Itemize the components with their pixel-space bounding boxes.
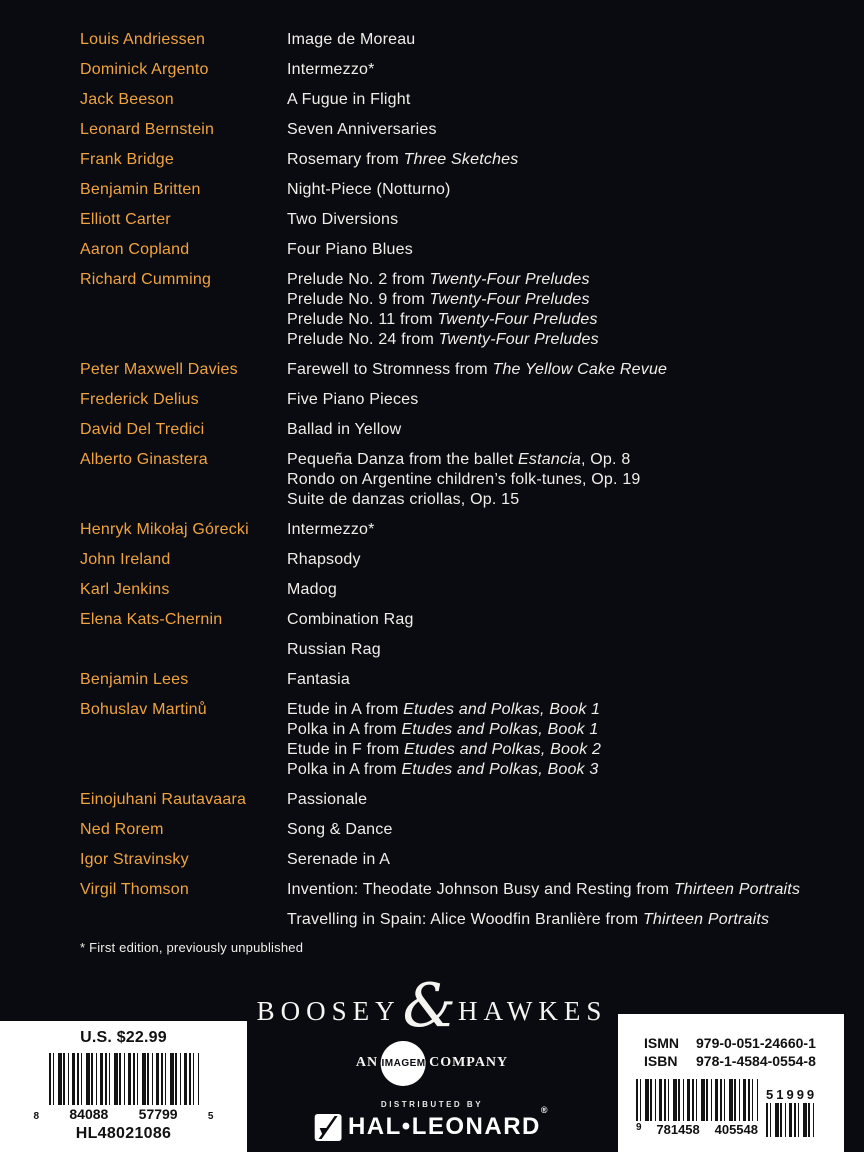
work-title-line: Song & Dance <box>287 821 393 838</box>
composer-name: Ned Rorem <box>80 821 164 838</box>
catalog-row <box>80 150 834 170</box>
catalog-row <box>80 270 834 350</box>
work-titles <box>287 910 834 930</box>
work-titles <box>287 180 834 200</box>
composer-name: Igor Stravinsky <box>80 851 189 868</box>
catalog-row <box>80 580 834 600</box>
work-title-line: A Fugue in Flight <box>287 91 411 108</box>
isbn-barcode-panel <box>618 1014 844 1152</box>
composer-name: Elena Kats-Chernin <box>80 611 223 628</box>
ismn-row <box>644 1034 844 1052</box>
catalog-row <box>80 60 834 80</box>
footnote: * First edition, previously unpublished <box>80 940 304 955</box>
work-title-line: Image de Moreau <box>287 31 416 48</box>
registered-mark: ® <box>540 1105 550 1115</box>
work-title-line: Rhapsody <box>287 551 361 568</box>
work-title-line: Intermezzo* <box>287 521 375 538</box>
composer-name: Frederick Delius <box>80 391 199 408</box>
catalog-list <box>80 30 834 955</box>
ean-group1: 781458 <box>656 1122 700 1137</box>
work-title-line: Rondo on Argentine children’s folk-tunes, Op. 19 <box>287 471 641 488</box>
ean-barcode-row <box>636 1079 844 1137</box>
catalog-row <box>80 240 834 260</box>
work-titles <box>287 550 834 570</box>
work-title-line: Night-Piece (Notturno) <box>287 181 451 198</box>
composer-name: Jack Beeson <box>80 91 174 108</box>
hawkes-wordmark: HAWKES <box>458 995 608 1026</box>
work-title-line: Etude in A from Etudes and Polkas, Book 1 <box>287 701 601 718</box>
catalog-row <box>80 450 834 510</box>
composer-name: Peter Maxwell Davies <box>80 361 238 378</box>
upc-group1: 84088 <box>69 1106 109 1122</box>
catalog-row <box>80 120 834 140</box>
composer-name: Benjamin Lees <box>80 671 189 688</box>
composer-name: Virgil Thomson <box>80 881 189 898</box>
composer-name: Elliott Carter <box>80 211 171 228</box>
composer-name: Louis Andriessen <box>80 31 206 48</box>
hal-leonard-quill-icon <box>315 1114 342 1141</box>
ean-digits <box>636 1122 758 1137</box>
catalog-number: HL48021086 <box>75 1125 172 1142</box>
composer-name: Dominick Argento <box>80 61 209 78</box>
price-barcode-panel <box>0 1021 247 1152</box>
ismn-isbn-block <box>644 1034 844 1070</box>
work-title-line: Russian Rag <box>287 641 381 658</box>
ean-lead-digit: 9 <box>636 1122 642 1133</box>
work-titles <box>287 520 834 540</box>
composer-name: Einojuhani Rautavaara <box>80 791 247 808</box>
work-titles <box>287 790 834 810</box>
publisher-block <box>256 971 608 1141</box>
composer-name: John Ireland <box>80 551 171 568</box>
work-titles <box>287 30 834 50</box>
work-title-line: Prelude No. 9 from Twenty-Four Preludes <box>287 291 590 308</box>
catalog-row <box>80 180 834 200</box>
work-title-line: Combination Rag <box>287 611 414 628</box>
work-titles <box>287 120 834 140</box>
work-title-line: Polka in A from Etudes and Polkas, Book 1 <box>287 721 599 738</box>
boosey-wordmark: BOOSEY <box>256 995 401 1026</box>
ismn-label: ISMN <box>644 1035 679 1051</box>
ean-addon-barcode <box>766 1087 818 1137</box>
work-titles <box>287 90 834 110</box>
work-titles <box>287 360 834 380</box>
imagem-disc-icon <box>381 1041 426 1086</box>
boosey-hawkes-logo <box>256 971 608 1041</box>
work-title-line: Rosemary from Three Sketches <box>287 151 519 168</box>
work-titles <box>287 880 834 900</box>
work-titles <box>287 390 834 410</box>
work-titles <box>287 210 834 230</box>
work-title-line: Madog <box>287 581 337 598</box>
work-titles <box>287 240 834 260</box>
work-titles <box>287 640 834 660</box>
composer-name: Bohuslav Martinů <box>80 701 207 718</box>
work-titles <box>287 820 834 840</box>
composer-name: David Del Tredici <box>80 421 205 438</box>
work-titles <box>287 700 834 780</box>
ean-group2: 405548 <box>714 1122 758 1137</box>
catalog-row <box>80 210 834 230</box>
hal-leonard-logo <box>315 1105 550 1141</box>
work-title-line: Intermezzo* <box>287 61 375 78</box>
work-titles <box>287 60 834 80</box>
catalog-row <box>80 880 834 900</box>
catalog-row <box>80 550 834 570</box>
catalog-row <box>80 850 834 870</box>
composer-name: Henryk Mikołaj Górecki <box>80 521 249 538</box>
price-label: U.S. $22.99 <box>80 1029 167 1046</box>
work-title-line: Polka in A from Etudes and Polkas, Book 3 <box>287 761 599 778</box>
imagem-name: IMAGEM <box>381 1057 426 1069</box>
composer-name: Benjamin Britten <box>80 181 201 198</box>
work-title-line: Fantasia <box>287 671 350 688</box>
ean-addon-bars <box>766 1103 814 1137</box>
work-title-line: Ballad in Yellow <box>287 421 402 438</box>
catalog-rows <box>80 30 834 930</box>
upc-lead-digit: 8 <box>33 1111 40 1122</box>
catalog-row <box>80 790 834 810</box>
catalog-row <box>80 420 834 440</box>
catalog-row <box>80 90 834 110</box>
work-titles <box>287 270 834 350</box>
work-title-line: Travelling in Spain: Alice Woodfin Branlière from Thirteen Portraits <box>287 911 770 928</box>
imagem-logo <box>356 1040 508 1086</box>
work-title-line: Prelude No. 11 from Twenty-Four Preludes <box>287 311 598 328</box>
catalog-row <box>80 640 834 660</box>
isbn-value: 978-1-4584-0554-8 <box>696 1053 816 1069</box>
catalog-row <box>80 820 834 840</box>
catalog-row <box>80 910 834 930</box>
hal-leonard-wordmark: HAL•LEONARD® <box>347 1105 550 1140</box>
composer-name: Aaron Copland <box>80 241 190 258</box>
composer-name: Richard Cumming <box>80 271 212 288</box>
imagem-an-label: AN <box>355 1055 379 1070</box>
catalog-row <box>80 610 834 630</box>
work-title-line: Prelude No. 24 from Twenty-Four Preludes <box>287 331 599 348</box>
work-title-line: Pequeña Danza from the ballet Estancia, Op. 8 <box>287 451 631 468</box>
work-title-line: Farewell to Stromness from The Yellow Cake Revue <box>287 361 668 378</box>
work-title-line: Seven Anniversaries <box>287 121 437 138</box>
work-titles <box>287 150 834 170</box>
composer-name: Alberto Ginastera <box>80 451 208 468</box>
catalog-row <box>80 670 834 690</box>
work-titles <box>287 670 834 690</box>
composer-name: Karl Jenkins <box>80 581 170 598</box>
work-title-line: Etude in F from Etudes and Polkas, Book 2 <box>287 741 602 758</box>
catalog-row <box>80 360 834 380</box>
work-title-line: Two Diversions <box>287 211 399 228</box>
work-title-line: Suite de danzas criollas, Op. 15 <box>287 491 520 508</box>
work-title-line: Prelude No. 2 from Twenty-Four Preludes <box>287 271 590 288</box>
work-titles <box>287 850 834 870</box>
ean-barcode <box>636 1079 758 1121</box>
work-title-line: Invention: Theodate Johnson Busy and Resting from Thirteen Portraits <box>287 881 801 898</box>
ismn-value: 979-0-051-24660-1 <box>696 1035 816 1051</box>
work-title-line: Passionale <box>287 791 368 808</box>
upc-digits <box>34 1106 214 1122</box>
distributed-by-label: DISTRIBUTED BY <box>380 1100 484 1109</box>
upc-barcode <box>49 1053 199 1105</box>
catalog-row <box>80 390 834 410</box>
ean-main-barcode <box>636 1079 758 1137</box>
ampersand-glyph: & <box>402 971 457 1041</box>
imagem-company-label: COMPANY <box>429 1055 509 1070</box>
work-titles <box>287 450 834 510</box>
work-title-line: Five Piano Pieces <box>287 391 419 408</box>
work-title-line: Serenade in A <box>287 851 391 868</box>
work-title-line: Four Piano Blues <box>287 241 413 258</box>
isbn-row <box>644 1052 844 1070</box>
composer-name: Frank Bridge <box>80 151 174 168</box>
catalog-row <box>80 30 834 50</box>
work-titles <box>287 610 834 630</box>
composer-name: Leonard Bernstein <box>80 121 215 138</box>
isbn-label: ISBN <box>644 1053 678 1069</box>
work-titles <box>287 580 834 600</box>
catalog-row <box>80 520 834 540</box>
upc-group2: 57799 <box>138 1106 178 1122</box>
ean-addon-digits: 51999 <box>766 1087 818 1102</box>
catalog-row <box>80 700 834 780</box>
upc-check-digit: 5 <box>207 1111 214 1122</box>
work-titles <box>287 420 834 440</box>
